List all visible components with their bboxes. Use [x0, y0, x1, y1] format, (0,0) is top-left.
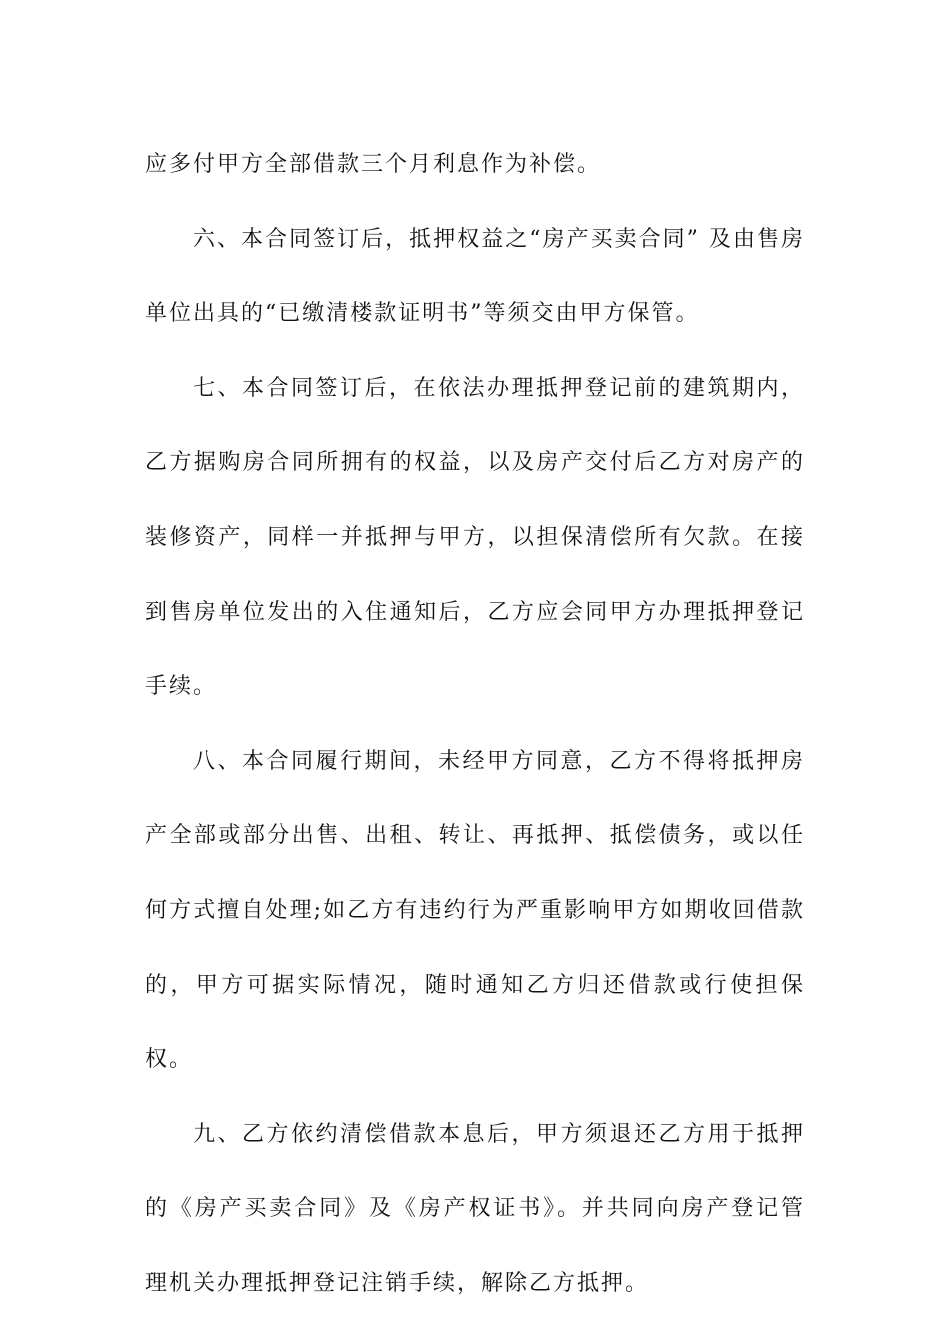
paragraph-clause-9: 九、乙方依约清偿借款本息后，甲方须退还乙方用于抵押的《房产买卖合同》及《房产权证书》。并共同向房产登记管理机关办理抵押登记注销手续，解除乙方抵押。 — [145, 1121, 805, 1296]
document-body — [145, 128, 805, 1322]
paragraph-clause-8: 八、本合同履行期间，未经甲方同意，乙方不得将抵押房产全部或部分出售、出租、转让、再抵押、抵偿债务，或以任何方式擅自处理;如乙方有违约行为严重影响甲方如期收回借款的，甲方可据实际情况，随时通知乙方归还借款或行使担保权。 — [145, 748, 805, 1073]
paragraph-clause-7: 七、本合同签订后，在依法办理抵押登记前的建筑期内，乙方据购房合同所拥有的权益，以及房产交付后乙方对房产的装修资产，同样一并抵押与甲方，以担保清偿所有欠款。在接到售房单位发出的入住通知后，乙方应会同甲方办理抵押登记手续。 — [145, 375, 805, 700]
paragraph-continuation: 应多付甲方全部借款三个月利息作为补偿。 — [145, 152, 602, 177]
paragraph-clause-6: 六、本合同签订后，抵押权益之“房产买卖合同” 及由售房单位出具的“已缴清楼款证明书”等须交由甲方保管。 — [145, 226, 805, 327]
